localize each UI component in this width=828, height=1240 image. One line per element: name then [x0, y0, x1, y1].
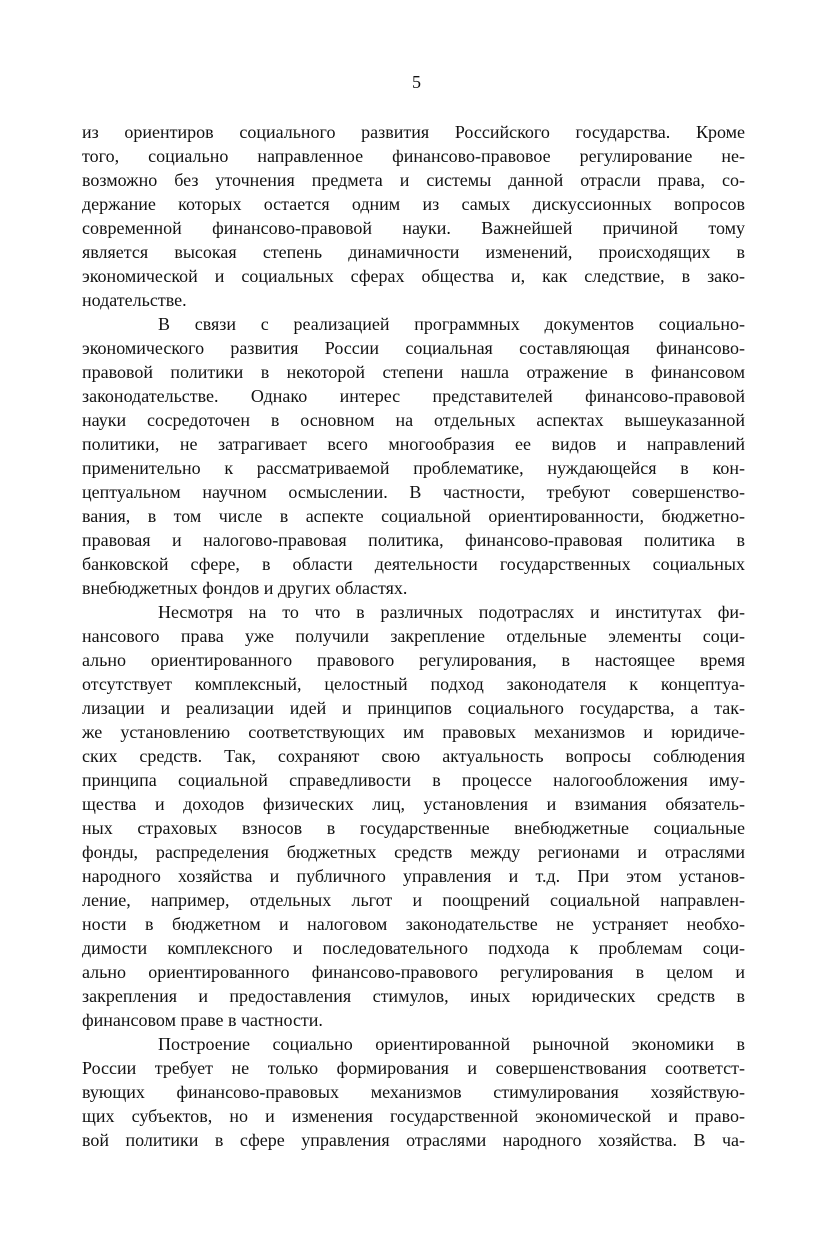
text-line: цептуальном научном осмыслении. В частности, требуют совершенство- [82, 482, 745, 502]
text-line: закрепления и предоставления стимулов, иных юридических средств в [82, 986, 745, 1006]
text-line: возможно без уточнения предмета и системы данной отрасли права, со- [82, 170, 745, 190]
text-line: того, социально направленное финансово-правовое регулирование не- [82, 146, 745, 166]
text-line: правовая и налогово-правовая политика, финансово-правовая политика в [82, 530, 745, 550]
text-line: ально ориентированного правового регулирования, в настоящее время [82, 650, 745, 670]
body-text [82, 120, 745, 1152]
text-line: же установлению соответствующих им правовых механизмов и юридиче- [82, 722, 745, 742]
text-line: применительно к рассматриваемой проблематике, нуждающейся в кон- [82, 458, 745, 478]
text-line: лизации и реализации идей и принципов социального государства, а так- [82, 698, 745, 718]
text-line: отсутствует комплексный, целостный подход законодателя к концептуа- [82, 674, 745, 694]
page-number: 5 [412, 72, 421, 92]
text-line: нансового права уже получили закрепление отдельные элементы соци- [82, 626, 745, 646]
text-line: ально ориентированного финансово-правового регулирования в целом и [82, 962, 745, 982]
text-line: народного хозяйства и публичного управления и т.д. При этом установ- [82, 866, 745, 886]
text-line: внебюджетных фондов и других областях. [82, 578, 408, 598]
text-line: вой политики в сфере управления отраслями народного хозяйства. В ча- [82, 1130, 745, 1150]
text-line: науки сосредоточен в основном на отдельных аспектах вышеуказанной [82, 410, 745, 430]
text-line: щих субъектов, но и изменения государственной экономической и право- [82, 1106, 745, 1126]
text-line: ских средств. Так, сохраняют свою актуальность вопросы соблюдения [82, 746, 745, 766]
text-line: современной финансово-правовой науки. Важнейшей причиной тому [82, 218, 745, 238]
text-line: является высокая степень динамичности изменений, происходящих в [82, 242, 745, 262]
text-line: финансовом праве в частности. [82, 1010, 323, 1030]
text-line: правовой политики в некоторой степени нашла отражение в финансовом [82, 362, 745, 382]
text-line: из ориентиров социального развития Российского государства. Кроме [82, 122, 745, 142]
text-line: законодательстве. Однако интерес представителей финансово-правовой [82, 386, 745, 406]
text-line: держание которых остается одним из самых дискуссионных вопросов [82, 194, 745, 214]
text-line: фонды, распределения бюджетных средств между регионами и отраслями [82, 842, 745, 862]
text-line: Несмотря на то что в различных подотраслях и институтах фи- [158, 602, 745, 622]
text-line: димости комплексного и последовательного подхода к проблемам соци- [82, 938, 745, 958]
text-line: ности в бюджетном и налоговом законодательстве не устраняет необхо- [82, 914, 745, 934]
text-line: экономической и социальных сферах общества и, как следствие, в зако- [82, 266, 745, 286]
text-line: щества и доходов физических лиц, установления и взимания обязатель- [82, 794, 745, 814]
text-line: экономического развития России социальная составляющая финансово- [82, 338, 745, 358]
text-line: вующих финансово-правовых механизмов стимулирования хозяйствую- [82, 1082, 745, 1102]
text-line: банковской сфере, в области деятельности государственных социальных [82, 554, 745, 574]
text-line: принципа социальной справедливости в процессе налогообложения иму- [82, 770, 745, 790]
book-page [82, 68, 745, 1152]
text-line: политики, не затрагивает всего многообразия ее видов и направлений [82, 434, 745, 454]
text-line: Построение социально ориентированной рыночной экономики в [158, 1034, 745, 1054]
text-line: России требует не только формирования и совершенствования соответст- [82, 1058, 745, 1078]
text-line: нодательстве. [82, 290, 187, 310]
text-line: вания, в том числе в аспекте социальной ориентированности, бюджетно- [82, 506, 745, 526]
text-line: В связи с реализацией программных документов социально- [158, 314, 745, 334]
text-line: ных страховых взносов в государственные внебюджетные социальные [82, 818, 745, 838]
text-line: ление, например, отдельных льгот и поощрений социальной направлен- [82, 890, 745, 910]
